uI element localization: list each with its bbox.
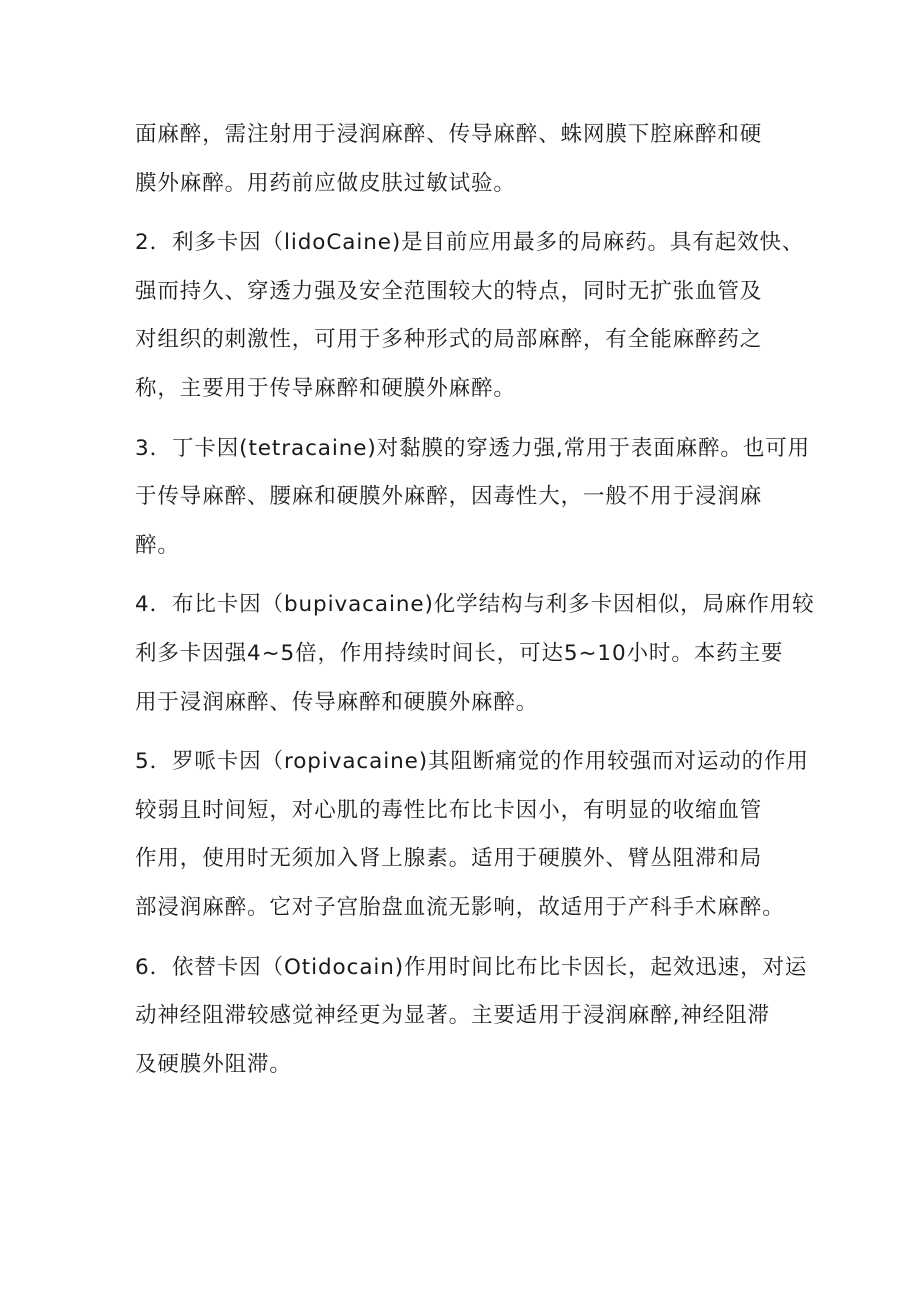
text-line: 醉。 — [135, 532, 180, 558]
text-line: 及硬膜外阻滞。 — [135, 1051, 292, 1077]
paragraph-bupivacaine — [135, 581, 815, 727]
paragraph-local-anesthesia-intro — [135, 111, 815, 208]
text-line: 称，主要用于传导麻醉和硬膜外麻醉。 — [135, 375, 516, 401]
text-line: 较弱且时间短，对心肌的毒性比布比卡因小，有明显的收缩血管 — [135, 797, 763, 823]
text-line: 4．布比卡因（bupivacaine)化学结构与利多卡因相似，局麻作用较 — [135, 592, 815, 618]
text-line: 5．罗哌卡因（ropivacaine)其阻断痛觉的作用较强而对运动的作用 — [135, 749, 809, 775]
text-line: 2．利多卡因（lidoCaine)是目前应用最多的局麻药。具有起效快、 — [135, 230, 805, 256]
text-line: 利多卡因强4~5倍，作用持续时间长，可达5~10小时。本药主要 — [135, 640, 784, 666]
text-line: 动神经阻滞较感觉神经更为显著。主要适用于浸润麻醉,神经阻滞 — [135, 1003, 770, 1029]
text-line: 部浸润麻醉。它对子宫胎盘血流无影响，故适用于产科手术麻醉。 — [135, 894, 785, 920]
text-line: 膜外麻醉。用药前应做皮肤过敏试验。 — [135, 170, 516, 196]
paragraph-lidocaine — [135, 219, 815, 413]
text-line: 作用，使用时无须加入肾上腺素。适用于硬膜外、臂丛阻滞和局 — [135, 846, 763, 872]
paragraph-ropivacaine — [135, 738, 815, 932]
paragraph-etidocaine — [135, 944, 815, 1090]
text-line: 6．依替卡因（Otidocain)作用时间比布比卡因长，起效迅速，对运 — [135, 954, 808, 980]
paragraph-tetracaine — [135, 425, 815, 571]
text-line: 对组织的刺激性，可用于多种形式的局部麻醉，有全能麻醉药之 — [135, 327, 763, 353]
text-line: 用于浸润麻醉、传导麻醉和硬膜外麻醉。 — [135, 689, 539, 715]
text-line: 强而持久、穿透力强及安全范围较大的特点，同时无扩张血管及 — [135, 278, 763, 304]
text-line: 3．丁卡因(tetracaine)对黏膜的穿透力强,常用于表面麻醉。也可用 — [135, 435, 811, 461]
document-body — [135, 111, 815, 1100]
text-line: 于传导麻醉、腰麻和硬膜外麻醉，因毒性大，一般不用于浸润麻 — [135, 484, 763, 510]
text-line: 面麻醉，需注射用于浸润麻醉、传导麻醉、蛛网膜下腔麻醉和硬 — [135, 122, 763, 147]
